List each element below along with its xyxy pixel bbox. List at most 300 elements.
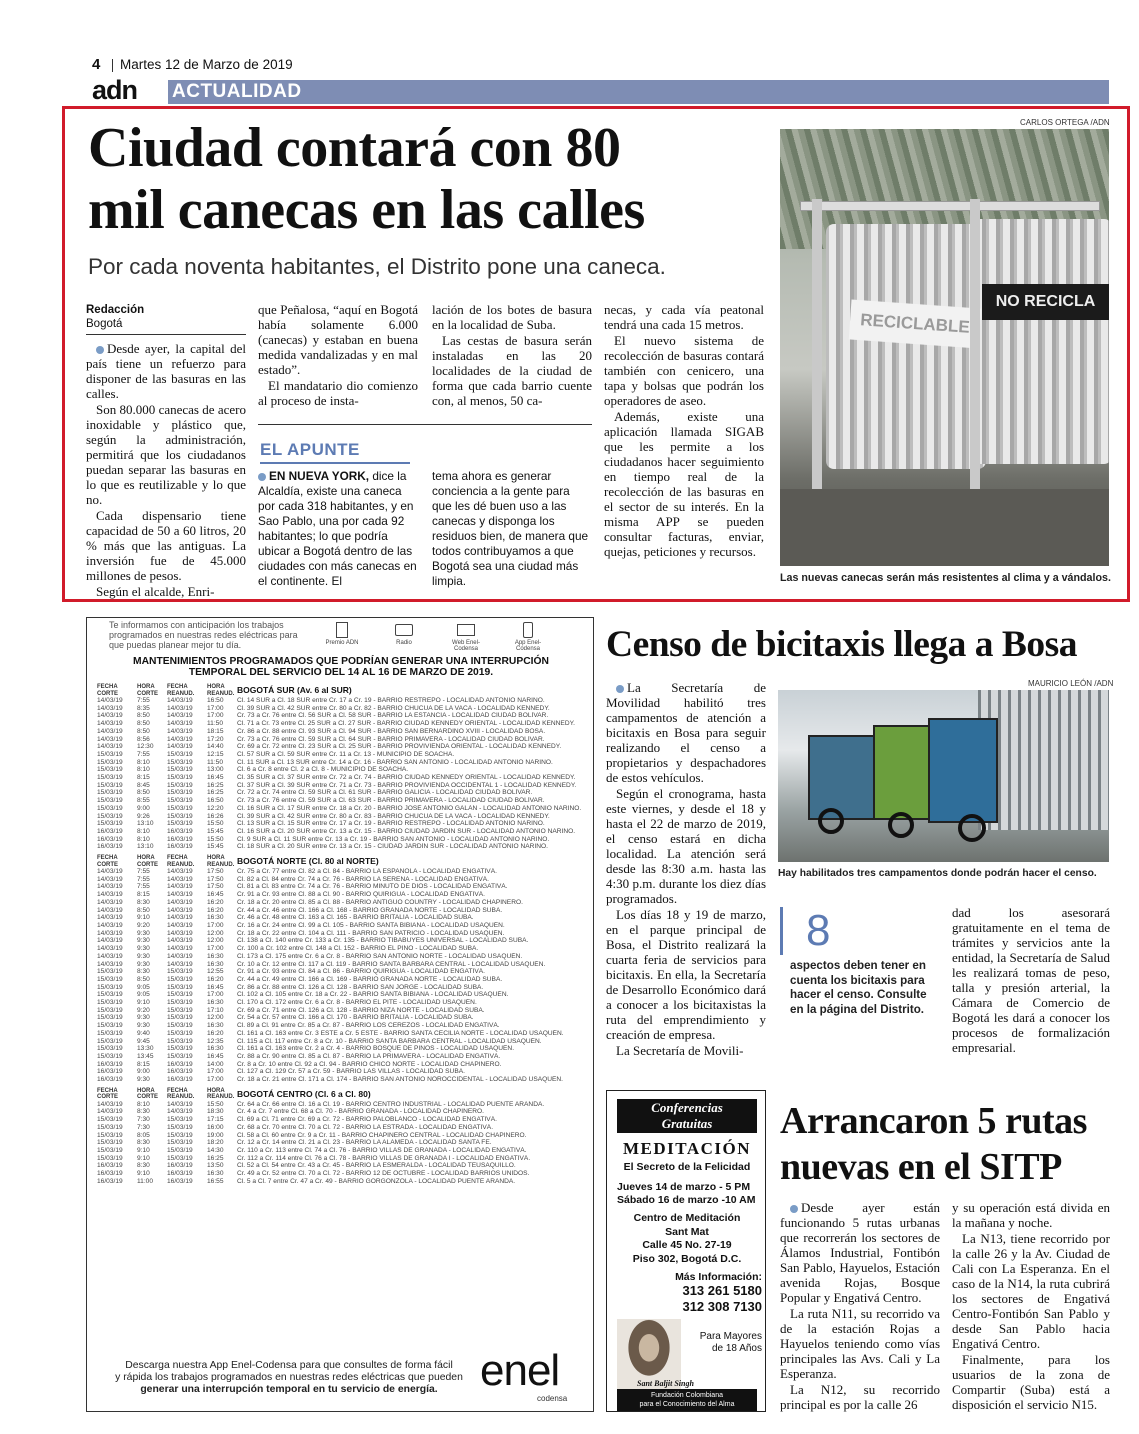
enel-table-row xyxy=(97,789,587,797)
enel-table-cell: 14/03/19 xyxy=(97,727,123,735)
enel-table-cell: Cr. 18 a Cr. 20 entre Cl. 85 a Cl. 88 - BARRIO ANTIGUO COUNTRY - LOCALIDAD CHAPINERO. xyxy=(237,898,523,906)
enel-table-cell: 14/03/19 xyxy=(167,914,193,922)
enel-table-cell: 7:30 xyxy=(137,1123,150,1131)
enel-table-row xyxy=(97,1139,587,1147)
enel-table-cell: 11:00 xyxy=(137,1177,154,1185)
enel-table-cell: 9:05 xyxy=(137,983,150,991)
enel-table-cell: 7:55 xyxy=(137,868,150,876)
bicitaxi-column-2 xyxy=(952,905,1110,1056)
enel-table-cell: 15/03/19 xyxy=(97,1116,123,1124)
apunte-title: EL APUNTE xyxy=(260,440,360,459)
main-col4-p2: El nuevo sistema de recolección de basuras contará también con cenicero, una tapa y bolsas que podrán los operadores de aseo. xyxy=(604,333,764,408)
enel-table-cell: 16:45 xyxy=(207,983,224,991)
enel-table-cell: 17:15 xyxy=(207,1116,224,1124)
enel-table-row xyxy=(97,953,587,961)
enel-table-cell: 13:45 xyxy=(137,1052,154,1060)
enel-title-line-2: TEMPORAL DEL SERVICIO DEL 14 AL 16 DE MARZO DE 2019. xyxy=(188,667,494,678)
byline-city: Bogotá xyxy=(86,318,123,330)
enel-table-cell: 7:55 xyxy=(137,883,150,891)
enel-table-cell: Cr. 91 a Cr. 93 entre Cl. 84 a Cl. 86 - BARRIO QUIRIGUA - LOCALIDAD ENGATIVÁ. xyxy=(237,968,485,976)
enel-table-cell: 12:00 xyxy=(207,1014,224,1022)
section-label: ACTUALIDAD xyxy=(172,81,302,102)
fact-accent-bar xyxy=(780,907,783,955)
enel-table-cell: Cr. 75 a Cr. 77 entre Cl. 82 a Cl. 84 - BARRIO LA ESPAÑOLA - LOCALIDAD ENGATIVÁ. xyxy=(237,868,497,876)
enel-table-cell: Cr. 44 a Cr. 46 entre Cl. 166 a Cl. 168 - BARRIO GRANADA NORTE - LOCALIDAD SUBA. xyxy=(237,906,503,914)
enel-table-row xyxy=(97,991,587,999)
enel-table-cell: 15/03/19 xyxy=(97,1029,123,1037)
bin-label-recyclable: RECICLABLE xyxy=(849,300,981,349)
enel-column-header: HORA REANUD. xyxy=(207,684,235,697)
enel-table-cell: Cr. 73 a Cr. 76 entre Cl. 56 SUR a Cl. 58 SUR - BARRIO LA ESTANCIA - LOCALIDAD CIUDAD BOLÍVAR. xyxy=(237,712,549,720)
meditation-center-2: Sant Mat xyxy=(665,1225,709,1238)
enel-table-cell: 14/03/19 xyxy=(167,952,193,960)
enel-table-cell: 15/03/19 xyxy=(97,1146,123,1154)
enel-table-cell: 15/03/19 xyxy=(167,1052,193,1060)
enel-table-cell: Cl. 127 a Cl. 129 Cr. 57 a Cr. 59 - BARRIO LAS VILLAS - LOCALIDAD SUBA. xyxy=(237,1068,465,1076)
enel-table-row xyxy=(97,1170,587,1178)
enel-table-cell: Cl. 37 SUR a Cl. 39 SUR entre Cr. 71 a Cr. 73 - BARRIO PROVIVIENDA OCCIDENTAL 1 - LOCALIDAD KENNEDY. xyxy=(237,781,577,789)
enel-table-cell: 16/03/19 xyxy=(97,827,123,835)
enel-table-cell: 15:45 xyxy=(207,843,224,851)
sitp-col1-p2: La ruta N11, su recorrido va de la estación Rojas a Hayuelos teniendo como vías principales las Avs. Cali y La Esperanza. xyxy=(780,1306,940,1381)
bullet-icon xyxy=(616,685,624,693)
enel-title-line-1: MANTENIMIENTOS PROGRAMADOS QUE PODRÍAN GENERAR UNA INTERRUPCIÓN xyxy=(133,656,549,667)
enel-table-cell: 13:10 xyxy=(137,843,154,851)
enel-footer-line-3: generar una interrupción temporal en tu servicio de energía. xyxy=(140,1384,438,1395)
enel-table-cell: 15/03/19 xyxy=(97,983,123,991)
enel-table-row xyxy=(97,1022,587,1030)
meditation-phone-2: 312 308 7130 xyxy=(682,1299,762,1314)
enel-table-cell: 15/03/19 xyxy=(97,975,123,983)
enel-table-cell: 16/03/19 xyxy=(97,1177,123,1185)
enel-table-cell: Cr. 4 a Cr. 7 entre Cl. 68 a Cl. 70 - BARRIO GRANADA - LOCALIDAD CHAPINERO. xyxy=(237,1108,484,1116)
enel-table-cell: 8:30 xyxy=(137,1162,150,1170)
apunte-text-left xyxy=(258,469,418,589)
wheel-3 xyxy=(958,814,986,842)
enel-table-cell: 15:50 xyxy=(207,835,224,843)
enel-table-cell: 15:50 xyxy=(207,820,224,828)
meditation-date-1: Jueves 14 de marzo - 5 PM xyxy=(617,1181,751,1193)
enel-table-row xyxy=(97,907,587,915)
enel-table-cell: 14/03/19 xyxy=(167,945,193,953)
enel-table-cell: 8:30 xyxy=(137,898,150,906)
enel-table-cell: 9:00 xyxy=(137,804,150,812)
enel-table-cell: 9:20 xyxy=(137,1006,150,1014)
enel-logo: enel xyxy=(480,1346,560,1395)
enel-table-cell: 14/03/19 xyxy=(97,898,123,906)
enel-table-cell: 16/03/19 xyxy=(167,827,193,835)
enel-table-cell: 14/03/19 xyxy=(97,1100,123,1108)
meditation-info-label: Más Información: xyxy=(675,1271,762,1283)
enel-table-cell: 14/03/19 xyxy=(97,868,123,876)
enel-table-cell: 14/03/19 xyxy=(97,952,123,960)
enel-table-cell: 16/03/19 xyxy=(97,1060,123,1068)
enel-table-cell: 14:40 xyxy=(207,743,224,751)
enel-table-row xyxy=(97,705,587,713)
meditation-center-1: Centro de Meditación xyxy=(633,1212,741,1224)
enel-table-cell: 15/03/19 xyxy=(97,1052,123,1060)
enel-table-cell: 14/03/19 xyxy=(167,743,193,751)
brand-logo-text: adn xyxy=(92,75,138,105)
enel-table-cell: 9:30 xyxy=(137,952,150,960)
enel-table-cell: 17:50 xyxy=(207,883,224,891)
enel-table-cell: 9:20 xyxy=(137,921,150,929)
enel-table-cell: Cr. 68 a Cr. 70 entre Cl. 70 a Cl. 72 - BARRIO LA ESTRADA - LOCALIDAD ENGATIVÁ. xyxy=(237,1123,494,1131)
enel-table-cell: 8:55 xyxy=(137,797,150,805)
meditation-ad xyxy=(606,1090,766,1412)
enel-table-cell: 16:45 xyxy=(207,1052,224,1060)
enel-table-cell: 9:00 xyxy=(137,1068,150,1076)
enel-table-cell: 8:10 xyxy=(137,827,150,835)
enel-table-cell: 16:00 xyxy=(207,1123,224,1131)
main-photo-credit: CARLOS ORTEGA /ADN xyxy=(1020,118,1110,127)
page-number: 4 xyxy=(92,56,101,73)
enel-ad xyxy=(86,617,594,1412)
enel-table-cell: Cl. 71 a Cr. 73 entre Cl. 25 SUR a Cl. 27 SUR - BARRIO CIUDAD KENNEDY ORIENTAL - LOCALIDAD KENNEDY. xyxy=(237,720,575,728)
meditation-banner xyxy=(617,1099,757,1133)
enel-table-cell: 8:56 xyxy=(137,735,150,743)
enel-table-cell: 16/03/19 xyxy=(97,1170,123,1178)
enel-table-row xyxy=(97,797,587,805)
enel-table-cell: Cl. 5 a Cl. 7 entre Cr. 47 a Cr. 49 - BARRIO GORGONZOLA - LOCALIDAD PUENTE ARANDA. xyxy=(237,1177,516,1185)
enel-table-cell: 8:45 xyxy=(137,781,150,789)
enel-table-cell: 16/03/19 xyxy=(167,1068,193,1076)
enel-table-cell: 12:55 xyxy=(207,968,224,976)
enel-table-cell: 15/03/19 xyxy=(167,781,193,789)
sitp-col2-p3: Finalmente, para los usuarios de la zona de Compartir (Suba) está a disposición el servicio N15. xyxy=(952,1352,1110,1412)
enel-table-cell: Cr. 16 a Cr. 24 entre Cl. 99 a Cl. 105 - BARRIO SANTA BIBIANA - LOCALIDAD USAQUÉN. xyxy=(237,921,505,929)
enel-table-cell: 15/03/19 xyxy=(97,1006,123,1014)
enel-table-cell: 15/03/19 xyxy=(97,1037,123,1045)
bici-col1-p4: La Secretaría de Movili- xyxy=(616,1043,744,1058)
enel-table-cell: 8:15 xyxy=(137,1060,150,1068)
meditation-banner-line-2: Gratuitas xyxy=(661,1116,713,1131)
enel-table-cell: 15/03/19 xyxy=(167,766,193,774)
meditation-person: Sant Baljit Singh xyxy=(637,1379,694,1388)
fact-number: 8 xyxy=(806,906,831,955)
enel-table-row xyxy=(97,1162,587,1170)
enel-table-cell: 15/03/19 xyxy=(167,1116,193,1124)
enel-table-cell: Cr. 54 a Cr. 57 entre Cl. 166 a Cl. 170 - BARRIO BRITALIA - LOCALIDAD SUBA. xyxy=(237,1014,474,1022)
enel-table-cell: 16/03/19 xyxy=(97,1162,123,1170)
enel-table-cell: 14/03/19 xyxy=(167,921,193,929)
enel-table-row xyxy=(97,751,587,759)
enel-table-cell: 9:30 xyxy=(137,1022,150,1030)
enel-section-name: BOGOTÁ CENTRO (Cl. 6 a Cl. 80) xyxy=(237,1088,371,1099)
masthead-separator xyxy=(112,59,113,72)
meditation-date-2: Sábado 16 de marzo -10 AM xyxy=(617,1194,756,1206)
enel-table-cell: 17:00 xyxy=(207,945,224,953)
enel-table-cell: 8:30 xyxy=(137,1108,150,1116)
enel-table-row xyxy=(97,1038,587,1046)
enel-table-row xyxy=(97,782,587,790)
enel-footer-line-2: y rápida los trabajos programados en nuestras redes eléctricas que pueden xyxy=(115,1372,463,1383)
meditation-age-2: de 18 Años xyxy=(711,1343,762,1354)
enel-table-cell: 13:30 xyxy=(137,1045,154,1053)
enel-table-cell: Cr. 73 a Cr. 76 entre Cl. 59 SUR a Cl. 63 SUR - BARRIO PRIMAVERA - LOCALIDAD CIUDAD BOLÍVAR. xyxy=(237,797,545,805)
bicitaxi-3 xyxy=(928,718,998,823)
enel-table-cell: 15/03/19 xyxy=(167,1029,193,1037)
enel-table-cell: 8:30 xyxy=(137,1139,150,1147)
enel-channel-web: Web Enel-Codensa xyxy=(441,622,491,652)
enel-table-cell: Cl. 102 a Cl. 105 entre Cr. 18 a Cr. 22 - BARRIO SANTA BIBIANA - LOCALIDAD USAQUÉN. xyxy=(237,991,509,999)
enel-table-row xyxy=(97,1030,587,1038)
enel-table-cell: 19:00 xyxy=(207,1131,224,1139)
enel-table-cell: 9:30 xyxy=(137,937,150,945)
enel-table-cell: 15/03/19 xyxy=(167,1139,193,1147)
enel-table-cell: Cl. 161 a Cl. 163 entre Cr. 3 ESTE a Cr. 5 ESTE - BARRIO SANTA CECILIA NORTE - LOCALIDAD USAQUÉN. xyxy=(237,1029,564,1037)
enel-table-cell: 14/03/19 xyxy=(167,697,193,704)
enel-table-cell: 9:10 xyxy=(137,914,150,922)
enel-table-cell: Cr. 72 a Cr. 74 entre Cl. 59 SUR a Cl. 61 SUR - BARRIO GALICIA - LOCALIDAD CIUDAD BOLÍVAR. xyxy=(237,789,533,797)
enel-table-cell: 16/03/19 xyxy=(97,1076,123,1084)
sitp-column-2 xyxy=(952,1200,1110,1413)
enel-table-cell: 15/03/19 xyxy=(97,999,123,1007)
enel-table-cell: Cl. 57 SUR a Cl. 59 SUR entre Cr. 11 a Cr. 13 - MUNICIPIO DE SOACHA. xyxy=(237,750,455,758)
bicitaxi-fact-box xyxy=(778,905,938,1047)
enel-table-cell: 14/03/19 xyxy=(97,883,123,891)
sitp-col2-p1: y su operación está divida en la mañana y noche. xyxy=(952,1200,1110,1230)
enel-table-row xyxy=(97,1147,587,1155)
enel-table-cell: 15/03/19 xyxy=(167,1146,193,1154)
enel-table-row xyxy=(97,899,587,907)
enel-table-cell: 15/03/19 xyxy=(97,1131,123,1139)
enel-table-cell: Cl. 170 a Cl. 172 entre Cr. 6 a Cr. 8 - BARRIO EL PITE - LOCALIDAD USAQUÉN. xyxy=(237,999,477,1007)
enel-table-cell: 16/03/19 xyxy=(167,1162,193,1170)
enel-table-row xyxy=(97,1101,587,1109)
meditation-banner-line-1: Conferencias xyxy=(651,1100,723,1115)
main-subtitle: Por cada noventa habitantes, el Distrito pone una caneca. xyxy=(88,254,666,279)
enel-table-row xyxy=(97,1132,587,1140)
meditation-footer-1: Fundación Colombiana xyxy=(651,1392,723,1399)
enel-channel-radio: Radio xyxy=(379,622,429,652)
enel-table-cell: 16/03/19 xyxy=(167,1076,193,1084)
enel-table-cell: 9:10 xyxy=(137,999,150,1007)
enel-table-row xyxy=(97,766,587,774)
enel-table-cell: 12:20 xyxy=(207,804,224,812)
enel-table-cell: 14/03/19 xyxy=(167,891,193,899)
meditation-phone-1: 313 261 5180 xyxy=(682,1283,762,1298)
enel-table-cell: Cr. 91 a Cr. 93 entre Cl. 88 a Cl. 90 - BARRIO QUIRIGUA - LOCALIDAD ENGATIVÁ. xyxy=(237,891,485,899)
trash-bins-photo xyxy=(780,129,1109,566)
sitp-headline-line-1: Arrancaron 5 rutas xyxy=(780,1100,1087,1142)
enel-table-row xyxy=(97,813,587,821)
enel-table-cell: 9:05 xyxy=(137,991,150,999)
enel-section-name: BOGOTÁ NORTE (Cl. 80 al NORTE) xyxy=(237,856,379,867)
enel-table-cell: 15/03/19 xyxy=(97,1022,123,1030)
enel-table-row xyxy=(97,1076,587,1084)
enel-section-name: BOGOTÁ SUR (Av. 6 al SUR) xyxy=(237,685,352,695)
enel-table-cell: 15:50 xyxy=(207,1100,224,1108)
phone-icon xyxy=(523,622,533,638)
enel-table-cell: 17:00 xyxy=(207,921,224,929)
enel-section-header xyxy=(97,684,587,697)
enel-table-row xyxy=(97,828,587,836)
enel-table-cell: 9:45 xyxy=(137,1037,150,1045)
enel-table-row xyxy=(97,914,587,922)
enel-table-cell: 16:30 xyxy=(207,952,224,960)
byline-author: Redacción xyxy=(86,304,145,316)
enel-table-cell: 8:50 xyxy=(137,906,150,914)
enel-column-header: FECHA REANUD. xyxy=(167,684,195,697)
enel-table-row xyxy=(97,883,587,891)
enel-table-cell: 14/03/19 xyxy=(97,945,123,953)
enel-table-cell: 8:10 xyxy=(137,835,150,843)
enel-table-cell: 7:55 xyxy=(137,875,150,883)
bicitaxi-photo-credit: MAURICIO LEÓN /ADN xyxy=(1028,679,1114,688)
main-col1-p3: Cada dispensario tiene capacidad de 50 a 60 litros, 20 % más que las antiguas. La inversión fue de 45.000 millones de pesos. xyxy=(86,508,246,583)
enel-table-cell: Cl. 13 SUR a Cl. 15 SUR entre Cr. 17 a Cr. 19 - BARRIO RESTREPO - LOCALIDAD ANTONIO NARIÑO. xyxy=(237,820,545,828)
enel-table-row xyxy=(97,1155,587,1163)
apunte-body-left: dice la Alcaldía, existe una caneca por cada 318 habitantes, y en Sao Pablo, una por cada 92 habitantes; lo que podría ubicar a Bogotá dentro de las ciudades con más canecas en el continente. El xyxy=(258,469,417,588)
enel-table-cell: 14/03/19 xyxy=(167,937,193,945)
enel-table-cell: Cr. 44 a Cr. 49 entre Cl. 166 a Cl. 169 - BARRIO GRANADA NORTE - LOCALIDAD SUBA. xyxy=(237,975,503,983)
bullet-icon xyxy=(258,473,266,481)
enel-table-cell: Cl. 6 a Cr. 8 entre Cl. 2 a Cl. 8 - MUNICIPIO DE SOACHA. xyxy=(237,766,409,774)
enel-table-row xyxy=(97,1007,587,1015)
enel-intro: Te informamos con anticipación los trabajos programados en nuestras redes eléctricas para que puedas planear mejor tu día. xyxy=(109,620,298,650)
enel-table-cell: 8:10 xyxy=(137,1100,150,1108)
enel-table-cell: 16:30 xyxy=(207,960,224,968)
enel-table-row xyxy=(97,1116,587,1124)
bicitaxi-column-1 xyxy=(606,680,766,1059)
enel-table-row xyxy=(97,836,587,844)
enel-table-cell: Cr. 69 a Cr. 72 entre Cl. 23 SUR a Cl. 25 SUR - BARRIO PROVIVIENDA ORIENTAL - LOCALIDAD KENNEDY. xyxy=(237,743,562,751)
enel-table-cell: Cr. 73 a Cr. 76 entre Cl. 59 SUR a Cl. 64 SUR - BARRIO PRIMAVERA - LOCALIDAD CIUDAD BOLÍVAR. xyxy=(237,735,545,743)
enel-table-cell: 17:00 xyxy=(207,704,224,712)
enel-channel-premio: Premio ADN xyxy=(317,622,367,652)
enel-table-cell: 15/03/19 xyxy=(97,820,123,828)
brand-logo xyxy=(88,76,168,106)
enel-table-cell: 14/03/19 xyxy=(97,875,123,883)
enel-table-cell: 8:35 xyxy=(137,704,150,712)
enel-table-row xyxy=(97,961,587,969)
enel-table-cell: 16:30 xyxy=(207,914,224,922)
meditation-info xyxy=(647,1271,762,1315)
meditation-address xyxy=(607,1212,767,1266)
enel-table-cell: 15/03/19 xyxy=(167,1045,193,1053)
main-column-4 xyxy=(604,302,764,560)
enel-column-header: HORA REANUD. xyxy=(207,1087,235,1101)
meditation-age xyxy=(687,1331,762,1355)
enel-table-cell: 16:30 xyxy=(207,1170,224,1178)
enel-table-cell: 14/03/19 xyxy=(167,735,193,743)
enel-table-cell: 17:00 xyxy=(207,991,224,999)
enel-table-cell: 15/03/19 xyxy=(167,774,193,782)
main-photo-caption: Las nuevas canecas serán más resistentes al clima y a vándalos. xyxy=(780,572,1111,584)
enel-table-cell: 16:55 xyxy=(207,1177,224,1185)
wheel-2 xyxy=(888,812,914,838)
photo-ground xyxy=(780,489,1109,566)
enel-table-cell: Cl. 14 SUR a Cl. 18 SUR entre Cr. 17 a Cr. 19 - BARRIO RESTREPO - LOCALIDAD ANTONIO NARIÑO. xyxy=(237,697,545,704)
main-col4-p3: Además, existe una aplicación llamada SIGAB que les permite a los ciudadanos hacer seguimiento en tiempo real de la recolección de las basuras en el sector de su interés. En la misma APP se pueden consultar facturas, enviar, quejas, peticiones y recursos. xyxy=(604,409,764,559)
enel-table-row xyxy=(97,876,587,884)
enel-table-cell: 14/03/19 xyxy=(167,1108,193,1116)
bici-col1-p1: La Secretaría de Movilidad habilitó tres campamentos de atención a bicitaxis en Bosa para seguir realizando el censo a propietarios y despachadores de estos vehículos. xyxy=(606,680,766,785)
main-col4-p1: necas, y cada vía peatonal tendrá una cada 15 metros. xyxy=(604,302,764,332)
enel-table-cell: 15/03/19 xyxy=(97,750,123,758)
enel-table-cell: 15/03/19 xyxy=(97,1139,123,1147)
enel-table-cell: 9:10 xyxy=(137,1146,150,1154)
sitp-headline xyxy=(780,1098,1087,1190)
enel-table-cell: Cl. 115 a Cl. 117 entre Cr. 8 a Cr. 10 - BARRIO SANTA BÁRBARA CENTRAL - LOCALIDAD USAQUÉN. xyxy=(237,1037,542,1045)
fact-text: aspectos deben tener en cuenta los bicitaxis para hacer el censo. Consulte en la página del Distrito. xyxy=(790,959,927,1016)
enel-column-header: FECHA REANUD. xyxy=(167,855,195,868)
enel-column-header: FECHA CORTE xyxy=(97,684,118,697)
main-column-2 xyxy=(258,302,418,409)
monitor-icon xyxy=(457,624,475,636)
enel-table-cell: 8:50 xyxy=(137,712,150,720)
apunte-top-rule xyxy=(258,424,592,425)
enel-table-cell: Cr. 100 a Cr. 102 entre Cl. 148 a Cl. 152 - BARRIO EL PINO - LOCALIDAD SUBA. xyxy=(237,945,479,953)
enel-table-cell: 14/03/19 xyxy=(97,743,123,751)
sitp-headline-line-2: nuevas en el SITP xyxy=(780,1146,1062,1188)
enel-table-cell: 9:10 xyxy=(137,1154,150,1162)
enel-table-cell: Cl. 52 a Cl. 54 entre Cr. 43 a Cr. 45 - BARRIO LA ESMERALDA - LOCALIDAD TEUSAQUILLO. xyxy=(237,1162,516,1170)
enel-table-cell: 14/03/19 xyxy=(97,720,123,728)
enel-table-cell: 14/03/19 xyxy=(97,921,123,929)
enel-table-cell: 15/03/19 xyxy=(167,812,193,820)
enel-table-cell: 15/03/19 xyxy=(167,1154,193,1162)
enel-table-cell: 17:00 xyxy=(207,1068,224,1076)
enel-table-cell: 8:50 xyxy=(137,727,150,735)
enel-table-row xyxy=(97,1108,587,1116)
enel-table-row xyxy=(97,743,587,751)
enel-table-cell: Cr. 18 a Cr. 22 entre Cl. 104 a Cl. 111 - BARRIO SAN PATRICIO - LOCALIDAD USAQUÉN. xyxy=(237,929,505,937)
enel-table-cell: 15/03/19 xyxy=(167,804,193,812)
bici-col1-p2: Según el cronograma, hasta este viernes, y desde el 18 y hasta el 22 de marzo de 2019, el censo estará en dicha localidad. La atención será desde las 8:30 a.m. hasta las 4:30 p.m. durante los diez días programados. xyxy=(606,786,766,906)
enel-table-cell: 17:20 xyxy=(207,735,224,743)
enel-table-cell: 16/03/19 xyxy=(97,1068,123,1076)
enel-table-cell: Cl. 81 a Cl. 83 entre Cr. 74 a Cr. 76 - BARRIO MINUTO DE DIOS - LOCALIDAD ENGATIVÁ. xyxy=(237,883,508,891)
enel-table-cell: 16/03/19 xyxy=(167,835,193,843)
enel-table-cell: 16:20 xyxy=(207,1029,224,1037)
enel-table-cell: Cl. 58 a Cl. 60 entre Cr. 9 a Cr. 11 - BARRIO CHAPINERO CENTRAL - LOCALIDAD CHAPINERO. xyxy=(237,1131,527,1139)
enel-table-cell: 14/03/19 xyxy=(97,704,123,712)
enel-column-header: FECHA REANUD. xyxy=(167,1087,195,1101)
enel-table-cell: 11:50 xyxy=(207,720,224,728)
bin-label-non-recyclable: NO RECICLA xyxy=(982,284,1109,320)
enel-table-cell: 14/03/19 xyxy=(97,937,123,945)
enel-table-cell: 9:30 xyxy=(137,945,150,953)
enel-table-cell: 14/03/19 xyxy=(97,960,123,968)
enel-table-cell: 16:25 xyxy=(207,1154,224,1162)
enel-table-cell: 16:20 xyxy=(207,906,224,914)
enel-table-cell: 16:50 xyxy=(207,697,224,704)
enel-table-cell: 16:30 xyxy=(207,1022,224,1030)
enel-table-cell: 14/03/19 xyxy=(167,906,193,914)
enel-table-cell: 16/03/19 xyxy=(167,1060,193,1068)
enel-table-row xyxy=(97,697,587,705)
bullet-icon xyxy=(96,346,104,354)
enel-table-row xyxy=(97,774,587,782)
enel-table-cell: 18:30 xyxy=(207,1108,224,1116)
enel-footer-line-1: Descarga nuestra App Enel-Codensa para que consultes de forma fácil xyxy=(125,1360,453,1371)
enel-table-cell: 12:35 xyxy=(207,1037,224,1045)
enel-table-cell: 16/03/19 xyxy=(97,835,123,843)
enel-table-cell: Cr. 86 a Cr. 88 entre Cl. 126 a Cl. 128 - BARRIO SAN JORGE - LOCALIDAD SUBA. xyxy=(237,983,484,991)
meditation-address-1: Calle 45 No. 27-19 xyxy=(642,1239,732,1251)
main-column-1 xyxy=(86,341,246,600)
enel-table-cell: 8:15 xyxy=(137,774,150,782)
enel-table-row xyxy=(97,984,587,992)
enel-table-cell: Cr. 8 a Cr. 10 entre Cl. 92 a Cl. 94 - BARRIO CHICÓ NORTE - LOCALIDAD CHAPINERO. xyxy=(237,1060,502,1068)
meditation-footer-2: para el Conocimiento del Alma xyxy=(639,1401,735,1408)
enel-column-header: FECHA CORTE xyxy=(97,855,118,868)
enel-table-cell: 13:00 xyxy=(207,766,224,774)
enel-table-cell: Cr. 69 a Cr. 71 entre Cl. 126 a Cl. 128 - BARRIO NIZA NORTE - LOCALIDAD SUBA. xyxy=(237,1006,485,1014)
enel-table-cell: 15/03/19 xyxy=(167,1022,193,1030)
